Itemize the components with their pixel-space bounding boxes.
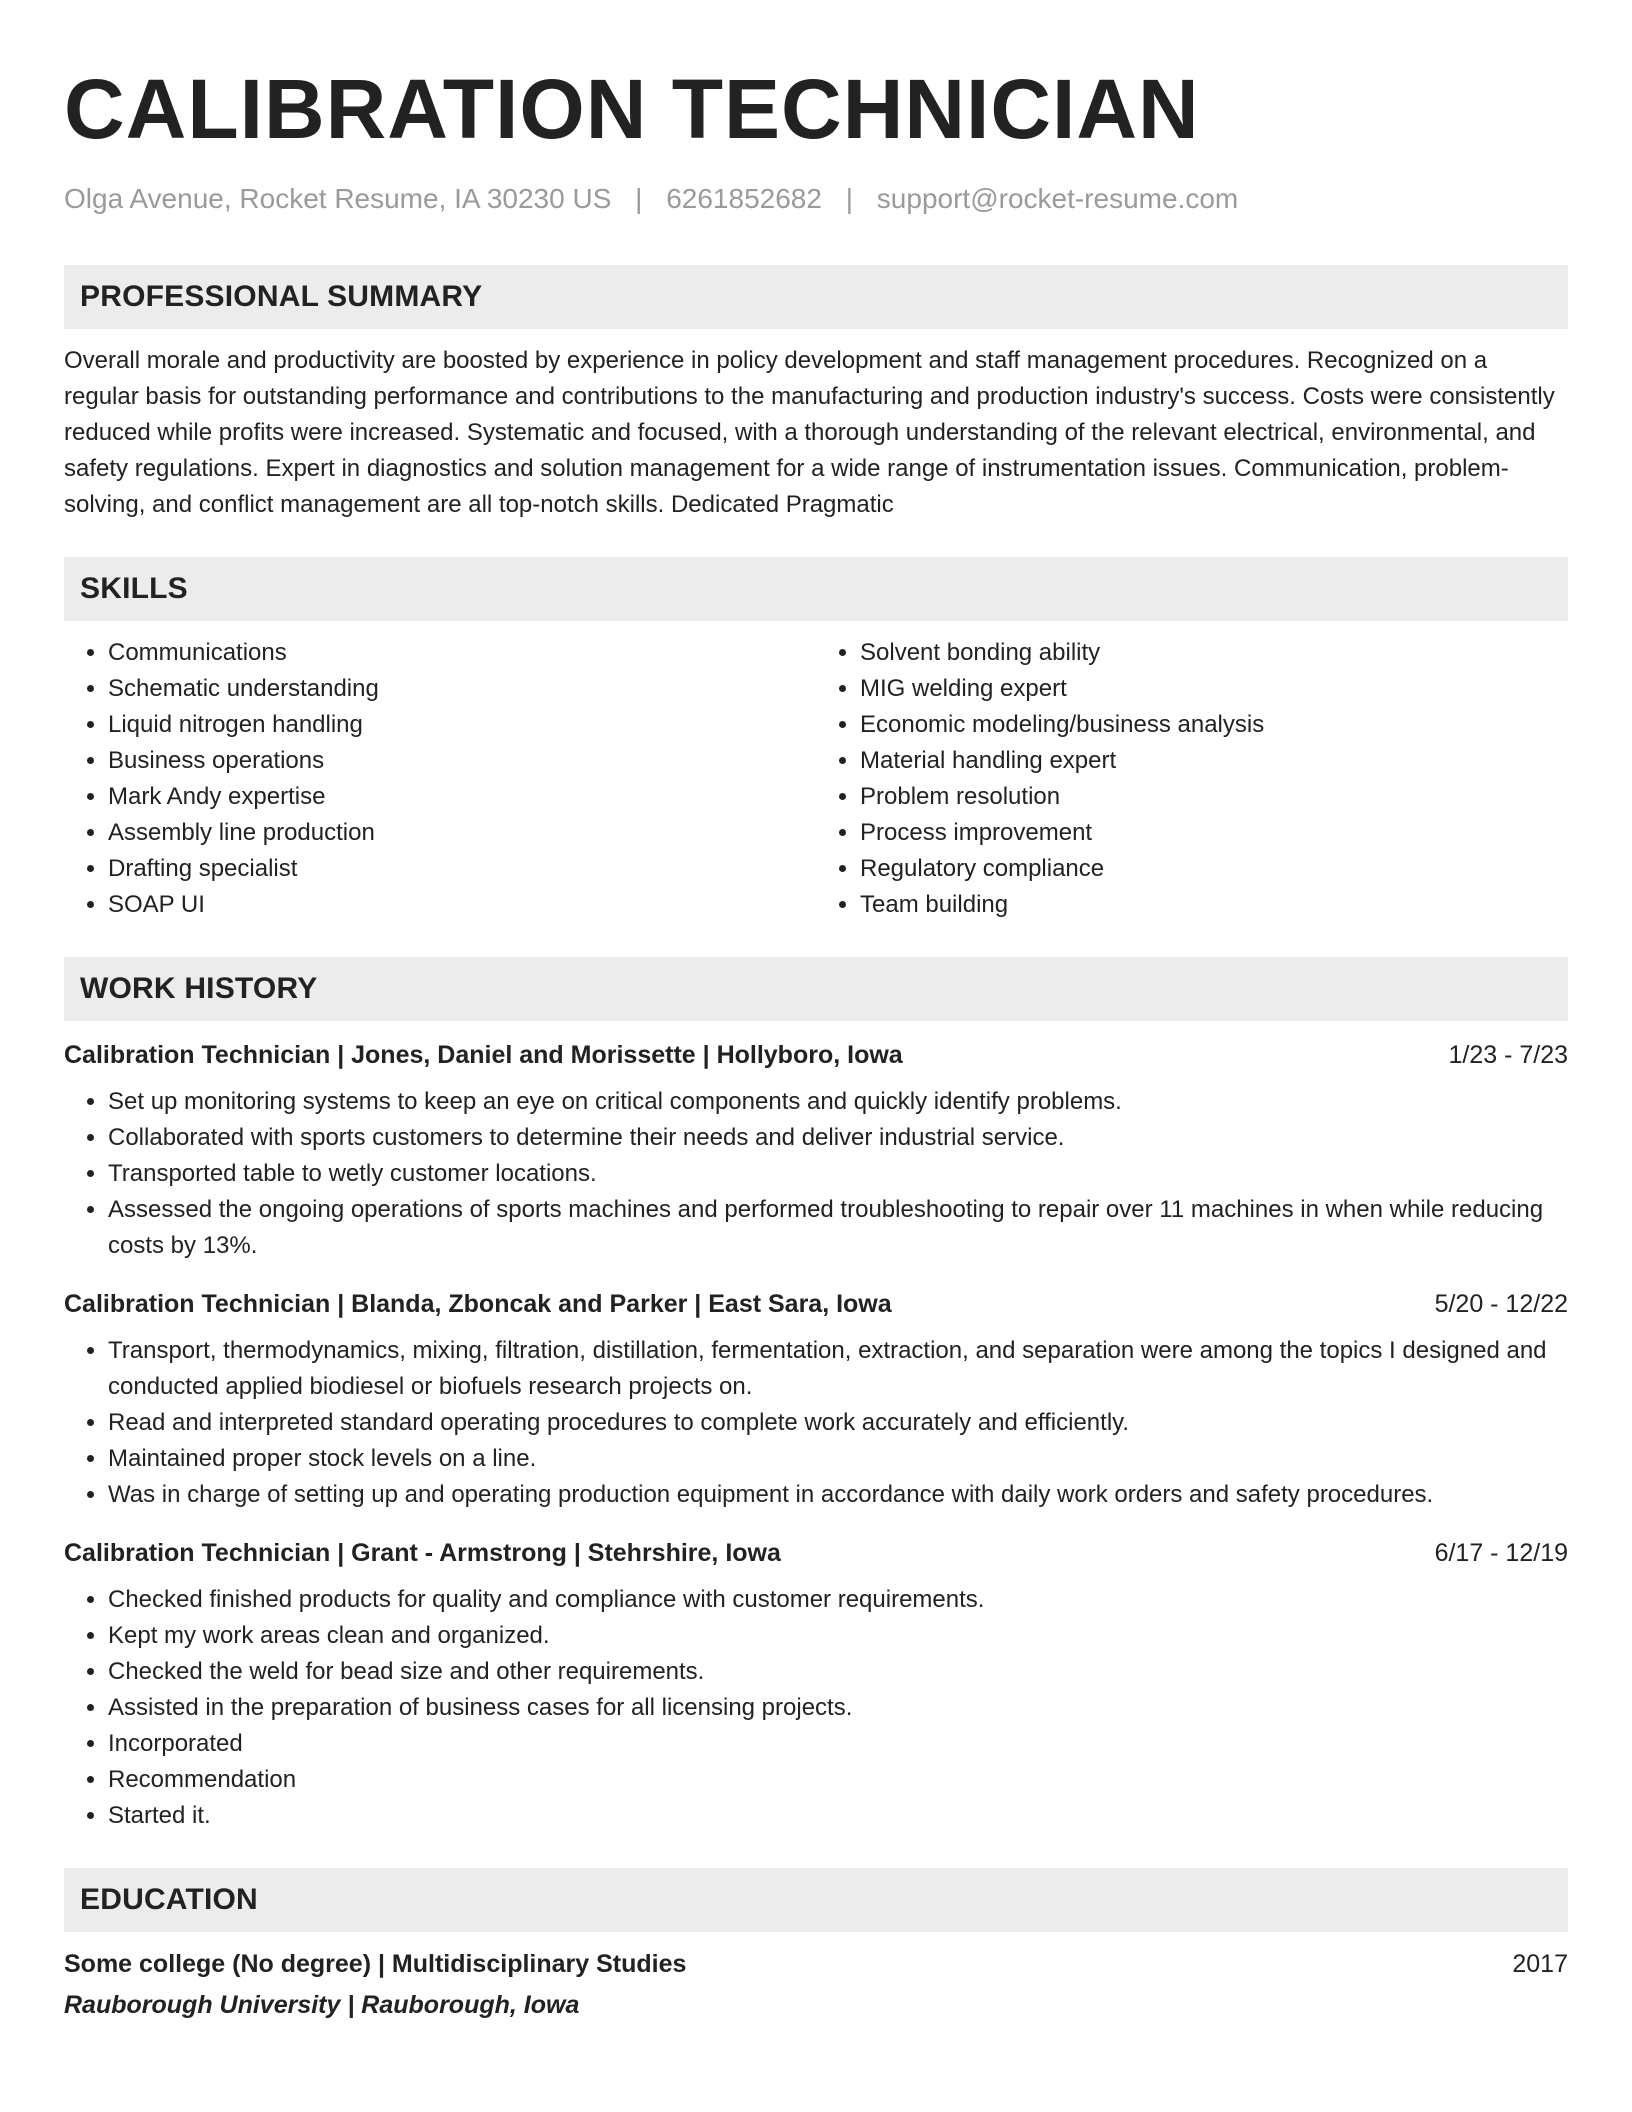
- job-header: [64, 1539, 1568, 1568]
- skills-list: [64, 635, 1568, 923]
- job-title: Calibration Technician | Grant - Armstrong | Stehrshire, Iowa: [64, 1539, 781, 1567]
- skill-item: • Communications: [108, 635, 816, 671]
- contact-phone: 6261852682: [666, 183, 822, 214]
- job-dates: 1/23 - 7/23: [1448, 1041, 1568, 1069]
- skill-item: • Regulatory compliance: [860, 851, 1568, 887]
- skill-item: • Material handling expert: [860, 743, 1568, 779]
- job-entry: [64, 1290, 1568, 1513]
- job-bullet: • Was in charge of setting up and operating production equipment in accordance with daily work orders and safety procedures.: [108, 1477, 1568, 1513]
- education-school: Rauborough University | Rauborough, Iowa: [64, 1991, 580, 2019]
- skill-item: • Economic modeling/business analysis: [860, 707, 1568, 743]
- contact-email: support@rocket-resume.com: [876, 183, 1239, 214]
- job-bullet: • Kept my work areas clean and organized.: [108, 1618, 1568, 1654]
- skill-item: • Business operations: [108, 743, 816, 779]
- job-dates: 5/20 - 12/22: [1434, 1290, 1568, 1318]
- job-bullet: • Incorporated: [108, 1726, 1568, 1762]
- skill-item: • Team building: [860, 887, 1568, 923]
- job-bullet: • Set up monitoring systems to keep an eye on critical components and quickly identify problems.: [108, 1084, 1568, 1120]
- education-header: [64, 1950, 1568, 1979]
- candidate-name: CALIBRATION TECHNICIAN: [64, 62, 1200, 156]
- job-bullet: • Recommendation: [108, 1762, 1568, 1798]
- skill-item: • Liquid nitrogen handling: [108, 707, 816, 743]
- summary-text: Overall morale and productivity are boosted by experience in policy development and staff management procedures. Recognized on a regular basis for outstanding performance and contributions to the manufacturing and production industry's success. Costs were consistently reduced while profits were increased. Systematic and focused, with a thorough understanding of the relevant electrical, environmental, and safety regulations. Expert in diagnostics and solution management for a wide range of instrumentation issues. Communication, problem-solving, and conflict management are all top-notch skills. Dedicated Pragmatic: [64, 347, 1555, 518]
- skill-item: • SOAP UI: [108, 887, 816, 923]
- job-entry: [64, 1041, 1568, 1264]
- job-bullet: • Transport, thermodynamics, mixing, filtration, distillation, fermentation, extraction, and separation were among the topics I designed and conducted applied biodiesel or biofuels research projects on.: [108, 1333, 1568, 1405]
- job-bullet: • Checked finished products for quality and compliance with customer requirements.: [108, 1582, 1568, 1618]
- job-bullet: • Assisted in the preparation of business cases for all licensing projects.: [108, 1690, 1568, 1726]
- summary-heading: PROFESSIONAL SUMMARY: [64, 265, 1568, 329]
- job-bullet: • Checked the weld for bead size and other requirements.: [108, 1654, 1568, 1690]
- job-bullet: • Transported table to wetly customer locations.: [108, 1156, 1568, 1192]
- skill-item: • Drafting specialist: [108, 851, 816, 887]
- contact-separator: |: [635, 183, 643, 214]
- contact-separator: |: [845, 183, 854, 214]
- skill-item: • Schematic understanding: [108, 671, 816, 707]
- job-header: [64, 1290, 1568, 1319]
- job-bullets: [64, 1084, 1568, 1264]
- education-entry: [64, 1950, 1568, 2020]
- job-dates: 6/17 - 12/19: [1434, 1539, 1568, 1567]
- education-heading: EDUCATION: [64, 1868, 1568, 1932]
- job-bullet: • Collaborated with sports customers to determine their needs and deliver industrial service.: [108, 1120, 1568, 1156]
- job-bullet: • Started it.: [108, 1798, 1568, 1834]
- job-entry: [64, 1539, 1568, 1834]
- job-bullet: • Maintained proper stock levels on a line.: [108, 1441, 1568, 1477]
- job-bullets: [64, 1333, 1568, 1513]
- skills-column-left: [64, 635, 816, 923]
- job-title: Calibration Technician | Jones, Daniel and Morissette | Hollyboro, Iowa: [64, 1041, 903, 1069]
- job-title: Calibration Technician | Blanda, Zboncak and Parker | East Sara, Iowa: [64, 1290, 892, 1318]
- job-bullet: • Assessed the ongoing operations of sports machines and performed troubleshooting to repair over 11 machines in when while reducing costs by 13%.: [108, 1192, 1568, 1264]
- skill-item: • Process improvement: [860, 815, 1568, 851]
- education-year: 2017: [1512, 1950, 1568, 1978]
- job-bullets: [64, 1582, 1568, 1834]
- contact-line: [64, 183, 1568, 215]
- skill-item: • Assembly line production: [108, 815, 816, 851]
- job-bullet: • Read and interpreted standard operating procedures to complete work accurately and efficiently.: [108, 1405, 1568, 1441]
- skill-item: • Solvent bonding ability: [860, 635, 1568, 671]
- skill-item: • Problem resolution: [860, 779, 1568, 815]
- job-header: [64, 1041, 1568, 1070]
- skill-item: • Mark Andy expertise: [108, 779, 816, 815]
- contact-address: Olga Avenue, Rocket Resume, IA 30230 US: [64, 183, 612, 214]
- skills-heading: SKILLS: [64, 557, 1568, 621]
- skills-column-right: [816, 635, 1568, 923]
- work-history-heading: WORK HISTORY: [64, 957, 1568, 1021]
- education-degree: Some college (No degree) | Multidisciplinary Studies: [64, 1950, 687, 1978]
- skill-item: • MIG welding expert: [860, 671, 1568, 707]
